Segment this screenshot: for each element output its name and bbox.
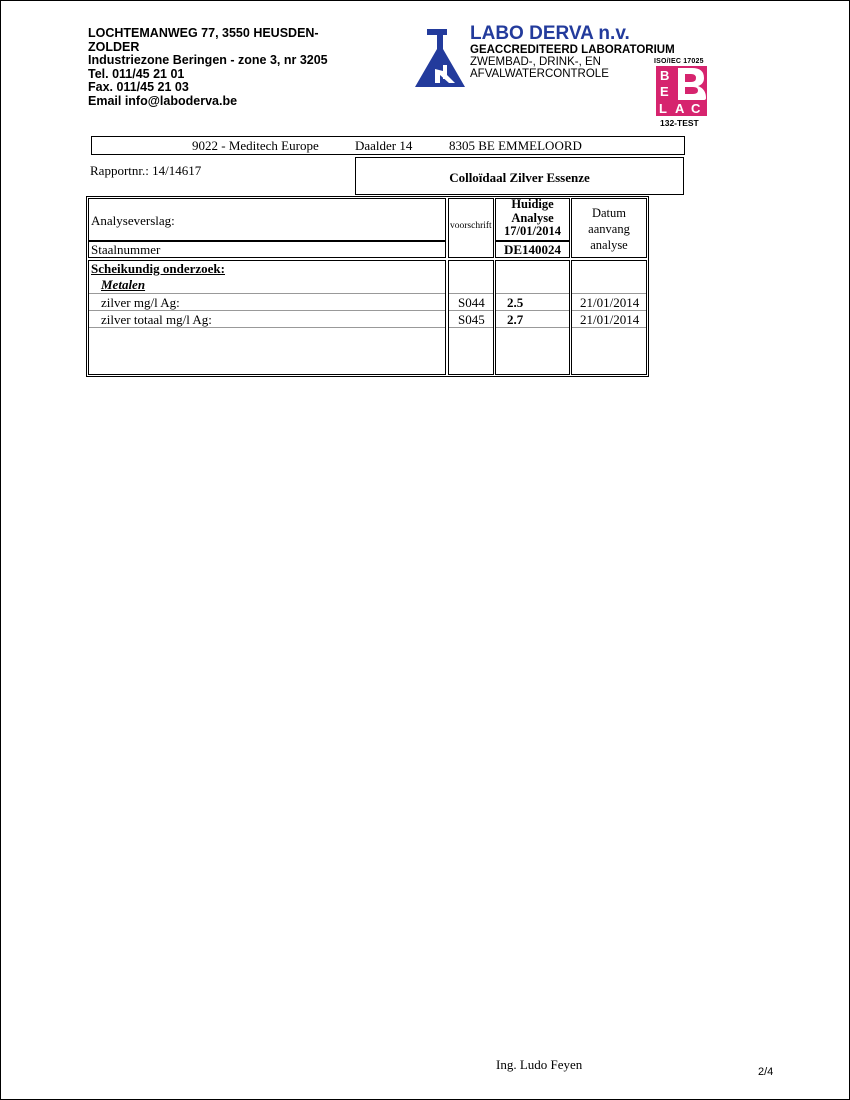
- row-divider: [572, 310, 646, 311]
- date-header-cell: [571, 198, 647, 258]
- sample-id-cell: [495, 241, 570, 258]
- row-divider: [89, 310, 445, 311]
- current-header-line: Huidige: [511, 197, 554, 211]
- belac-letter: C: [691, 101, 701, 116]
- address-line: LOCHTEMANWEG 77, 3550 HEUSDEN-: [88, 26, 319, 40]
- product-name: Colloïdaal Zilver Essenze: [449, 170, 590, 185]
- address-line: Tel. 011/45 21 01: [88, 66, 185, 81]
- page-number: 2/4: [758, 1066, 774, 1078]
- belac-letter: B: [660, 68, 670, 83]
- client-street: Daalder 14: [355, 138, 413, 153]
- analysis-date: 21/01/2014: [580, 312, 640, 327]
- row-divider: [89, 327, 445, 328]
- address-line: Fax. 011/45 21 03: [88, 80, 189, 94]
- date-header-line: Datum: [591, 206, 627, 220]
- current-header-date: 17/01/2014: [504, 224, 561, 238]
- row-divider: [89, 293, 445, 294]
- param-name: zilver totaal mg/l Ag:: [101, 312, 212, 327]
- address-line: Industriezone Beringen - zone 3, nr 3205: [88, 53, 328, 67]
- belac-logo-icon: [656, 66, 707, 116]
- row-divider: [449, 327, 493, 328]
- row-divider: [449, 310, 493, 311]
- client-name: 9022 - Meditech Europe: [192, 138, 319, 153]
- lab-name: LABO DERVA n.v.: [470, 23, 630, 44]
- analyseverslag-label: Analyseverslag:: [91, 213, 175, 228]
- voorschrift-header-cell: [448, 198, 494, 258]
- date-column: [571, 260, 647, 375]
- lab-scope-line: AFVALWATERCONTROLE: [470, 68, 609, 80]
- voorschrift-header: voorschrift: [450, 221, 492, 231]
- sample-id: DE140024: [503, 242, 562, 257]
- row-divider: [496, 310, 569, 311]
- row-divider: [496, 327, 569, 328]
- belac-code: 132-TEST: [660, 118, 699, 128]
- date-header-line: aanvang: [588, 222, 630, 236]
- lab-scope: [470, 56, 609, 80]
- section-title: Scheikundig onderzoek:: [91, 261, 225, 276]
- subsection-title: Metalen: [101, 277, 146, 292]
- result-value: 2.7: [507, 312, 524, 327]
- lab-accreditation: GEACCREDITEERD LABORATORIUM: [470, 44, 675, 56]
- method-code: S044: [458, 295, 485, 310]
- date-header-line: analyse: [590, 238, 628, 252]
- client-city: 8305 BE EMMELOORD: [449, 138, 582, 153]
- signatory: Ing. Ludo Feyen: [496, 1057, 583, 1072]
- iso-label: ISO/IEC 17025: [654, 58, 704, 65]
- value-column: [495, 260, 570, 375]
- current-analysis-header-cell: [495, 198, 570, 241]
- analysis-date: 21/01/2014: [580, 295, 640, 310]
- parameter-column: [88, 260, 446, 375]
- staalnummer-cell: [88, 241, 446, 258]
- row-divider: [496, 293, 569, 294]
- row-divider: [572, 293, 646, 294]
- address-email: Email info@laboderva.be: [88, 93, 238, 108]
- belac-letter: E: [660, 84, 669, 99]
- lab-scope-line: ZWEMBAD-, DRINK-, EN: [470, 56, 601, 68]
- param-name: zilver mg/l Ag:: [101, 295, 180, 310]
- method-column: [448, 260, 494, 375]
- belac-letter: L: [659, 101, 667, 116]
- report-number: Rapportnr.: 14/14617: [90, 163, 202, 178]
- staalnummer-label: Staalnummer: [91, 242, 161, 257]
- analyseverslag-cell: [88, 198, 446, 241]
- lab-address: [88, 27, 358, 108]
- client-info: [91, 136, 685, 155]
- result-value: 2.5: [507, 295, 524, 310]
- row-divider: [449, 293, 493, 294]
- flask-logo-icon: [413, 25, 469, 91]
- belac-letter: A: [675, 101, 685, 116]
- row-divider: [572, 327, 646, 328]
- product-box: [355, 157, 684, 195]
- method-code: S045: [458, 312, 485, 327]
- current-header-line: Analyse: [511, 210, 554, 225]
- analysis-table: [86, 196, 649, 377]
- address-line: ZOLDER: [88, 39, 140, 54]
